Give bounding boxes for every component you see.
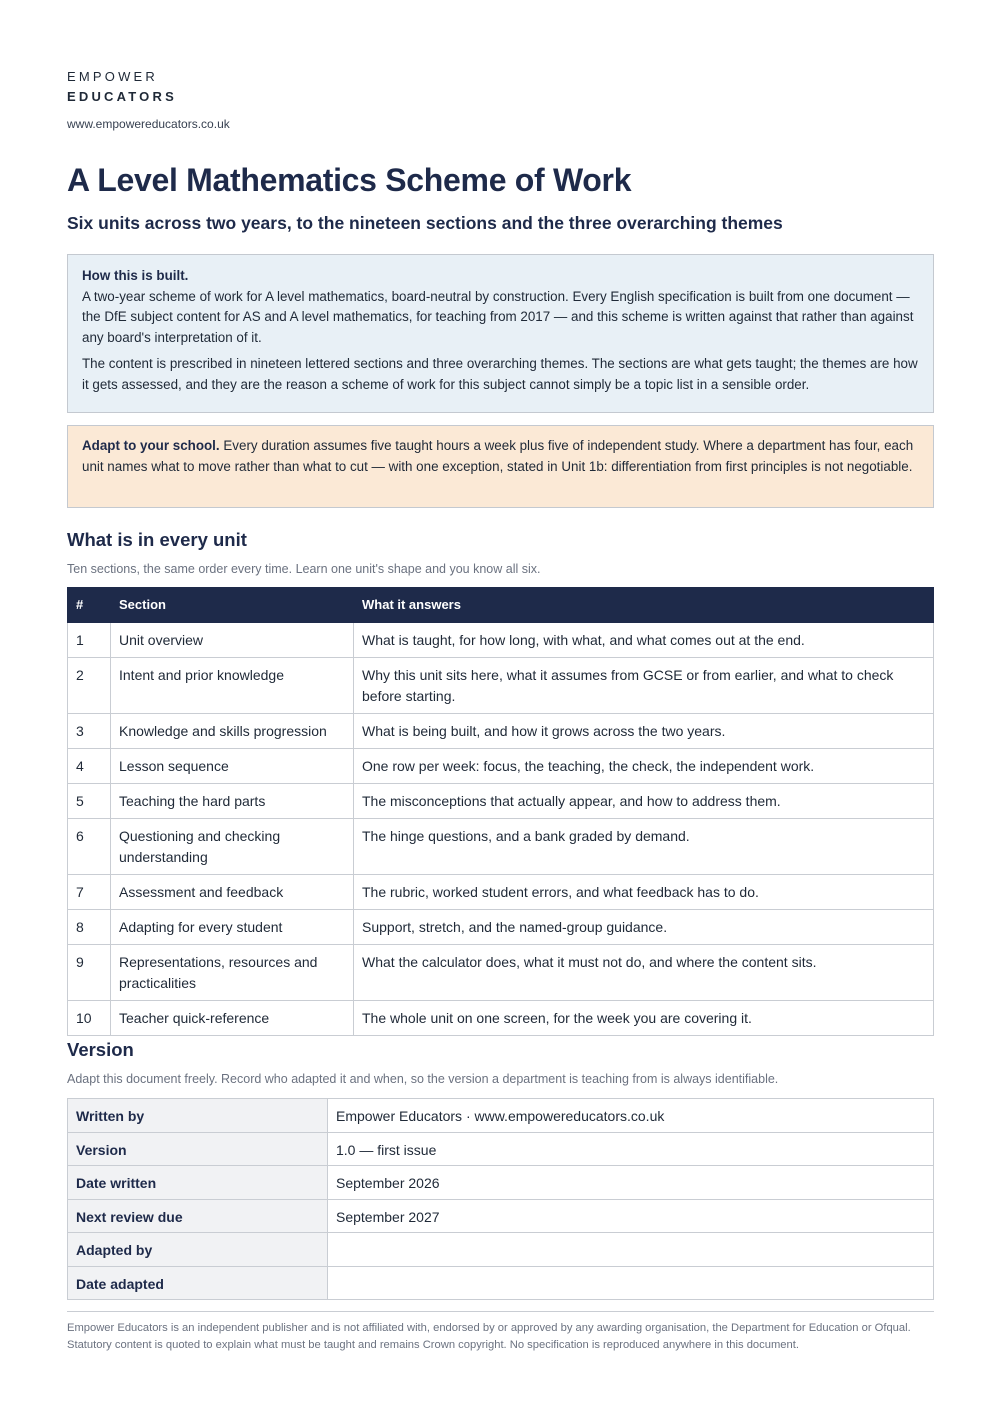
row-answers: Support, stretch, and the named-group guidance. (354, 910, 934, 945)
column-header-section: Section (111, 588, 354, 623)
row-section: Assessment and feedback (111, 875, 354, 910)
table-row (68, 658, 934, 714)
row-answers: What the calculator does, what it must not do, and where the content sits. (354, 945, 934, 1001)
row-number: 3 (68, 714, 111, 749)
footer-divider (67, 1311, 934, 1312)
table-row (68, 1001, 934, 1036)
page-subtitle: Six units across two years, to the nineteen sections and the three overarching themes (67, 213, 783, 233)
table-row (68, 1266, 934, 1300)
version-label: Adapted by (68, 1233, 328, 1267)
version-label: Written by (68, 1099, 328, 1133)
version-value-date-adapted[interactable] (328, 1266, 934, 1300)
row-number: 9 (68, 945, 111, 1001)
row-answers: What is being built, and how it grows across the two years. (354, 714, 934, 749)
how-built-heading: How this is built. (82, 268, 189, 283)
row-answers: The hinge questions, and a bank graded by demand. (354, 819, 934, 875)
row-number: 6 (68, 819, 111, 875)
row-section: Knowledge and skills progression (111, 714, 354, 749)
row-number: 8 (68, 910, 111, 945)
version-label: Date adapted (68, 1266, 328, 1300)
row-section: Adapting for every student (111, 910, 354, 945)
table-header-row (68, 588, 934, 623)
table-row (68, 1233, 934, 1267)
page-title: A Level Mathematics Scheme of Work (67, 162, 632, 198)
version-value: 1.0 — first issue (328, 1132, 934, 1166)
table-row (68, 1132, 934, 1166)
table-row (68, 945, 934, 1001)
adapt-callout (67, 425, 934, 508)
row-section: Questioning and checking understanding (111, 819, 354, 875)
how-built-para1: A two-year scheme of work for A level mathematics, board-neutral by construction. Every English specification is built from one document — the DfE subject content for AS and A level mathematics, for teaching from 2017 — and this scheme is written against that rather than against any board's interpretation of it. (82, 288, 914, 345)
table-row (68, 819, 934, 875)
units-heading: What is in every unit (67, 529, 247, 550)
table-row (68, 623, 934, 658)
brand-url: www.empowereducators.co.uk (67, 117, 230, 131)
row-answers: The whole unit on one screen, for the week you are covering it. (354, 1001, 934, 1036)
units-note: Ten sections, the same order every time. Learn one unit's shape and you know all six. (67, 562, 541, 576)
row-section: Representations, resources and practicalities (111, 945, 354, 1001)
version-label: Next review due (68, 1199, 328, 1233)
unit-sections-table (67, 587, 934, 1036)
version-value: September 2026 (328, 1166, 934, 1200)
column-header-answers: What it answers (354, 588, 934, 623)
row-section: Teacher quick-reference (111, 1001, 354, 1036)
brand-line-educators: EDUCATORS (67, 89, 177, 104)
row-number: 5 (68, 784, 111, 819)
row-answers: Why this unit sits here, what it assumes from GCSE or from earlier, and what to check before starting. (354, 658, 934, 714)
table-row (68, 1099, 934, 1133)
row-section: Unit overview (111, 623, 354, 658)
version-label: Date written (68, 1166, 328, 1200)
row-answers: The rubric, worked student errors, and what feedback has to do. (354, 875, 934, 910)
table-row (68, 1199, 934, 1233)
version-label: Version (68, 1132, 328, 1166)
row-number: 7 (68, 875, 111, 910)
version-note: Adapt this document freely. Record who adapted it and when, so the version a department is teaching from is always identifiable. (67, 1072, 779, 1086)
version-value: Empower Educators · www.empowereducators.co.uk (328, 1099, 934, 1133)
adapt-heading: Adapt to your school. (82, 438, 220, 453)
table-row (68, 875, 934, 910)
row-section: Intent and prior knowledge (111, 658, 354, 714)
row-section: Lesson sequence (111, 749, 354, 784)
row-answers: What is taught, for how long, with what, and what comes out at the end. (354, 623, 934, 658)
table-row (68, 910, 934, 945)
version-value: September 2027 (328, 1199, 934, 1233)
row-number: 2 (68, 658, 111, 714)
column-header-number: # (68, 588, 111, 623)
row-number: 1 (68, 623, 111, 658)
table-row (68, 1166, 934, 1200)
version-table (67, 1098, 934, 1300)
brand-line-empower: EMPOWER (67, 69, 159, 84)
version-heading: Version (67, 1039, 134, 1060)
row-number: 4 (68, 749, 111, 784)
row-answers: The misconceptions that actually appear, and how to address them. (354, 784, 934, 819)
table-row (68, 749, 934, 784)
adapt-text: Every duration assumes five taught hours a week plus five of independent study. Where a department has four, each unit names what to move rather than what to cut — with one exception, stated in Unit 1b: differentiation from first principles is not negotiable. (82, 438, 914, 474)
row-answers: One row per week: focus, the teaching, the check, the independent work. (354, 749, 934, 784)
version-value-adapted-by[interactable] (328, 1233, 934, 1267)
row-number: 10 (68, 1001, 111, 1036)
table-row (68, 784, 934, 819)
table-row (68, 714, 934, 749)
row-section: Teaching the hard parts (111, 784, 354, 819)
footer-disclaimer: Empower Educators is an independent publisher and is not affiliated with, endorsed by or approved by any awarding organisation, the Department for Education or Ofqual. Statutory content is quoted to explain what must be taught and remains Crown copyright. No specification is reproduced anywhere in this document. (67, 1322, 911, 1351)
how-built-para2: The content is prescribed in nineteen lettered sections and three overarching themes. The sections are what gets taught; the themes are how it gets assessed, and they are the reason a scheme of work for this subject cannot simply be a topic list in a sensible order. (82, 356, 918, 392)
brand-logo (67, 69, 177, 105)
how-built-callout (67, 254, 934, 413)
